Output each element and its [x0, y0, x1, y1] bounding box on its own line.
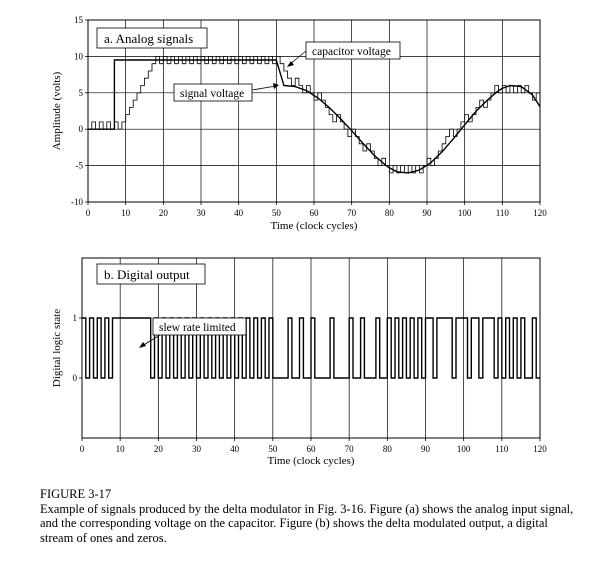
x-tick-label: 60 — [309, 208, 319, 218]
figure-title: FIGURE 3-17 — [40, 487, 112, 501]
digital-output-line — [82, 318, 540, 378]
x-tick-label: 10 — [115, 444, 125, 454]
panel-a-y-axis-label: Amplitude (volts) — [51, 71, 63, 151]
x-tick-label: 80 — [382, 444, 392, 454]
capacitor-voltage-label: capacitor voltage — [312, 46, 391, 58]
x-tick-label: 60 — [306, 444, 316, 454]
panel-b-label — [97, 264, 205, 284]
x-tick-label: 100 — [457, 208, 472, 218]
x-tick-label: 80 — [384, 208, 394, 218]
x-tick-label: 110 — [495, 208, 509, 218]
x-tick-label: 20 — [158, 208, 168, 218]
y-tick-label: -10 — [71, 197, 83, 207]
x-tick-label: 20 — [153, 444, 163, 454]
x-tick-label: 40 — [234, 208, 244, 218]
panel-b-label-text: b. Digital output — [104, 267, 190, 282]
x-tick-label: 120 — [533, 444, 547, 454]
x-tick-label: 0 — [79, 444, 85, 454]
x-tick-label: 0 — [85, 208, 91, 218]
panel-b-y-axis-label: Digital logic state — [51, 308, 63, 388]
panel-a-x-axis-label: Time (clock cycles) — [270, 220, 358, 232]
y-tick-label: 15 — [74, 15, 83, 25]
x-tick-label: 40 — [230, 444, 240, 454]
y-tick-label: 0 — [72, 373, 77, 383]
slew-rate-arrowhead — [139, 342, 146, 348]
x-tick-label: 70 — [344, 444, 354, 454]
panel-a-label — [97, 28, 207, 48]
x-tick-label: 50 — [268, 444, 278, 454]
x-tick-label: 10 — [121, 208, 131, 218]
x-tick-label: 100 — [456, 444, 471, 454]
y-tick-label: 5 — [78, 87, 83, 98]
x-tick-label: 30 — [196, 208, 206, 218]
x-tick-label: 70 — [347, 208, 357, 218]
x-tick-label: 120 — [533, 208, 547, 218]
y-tick-label: 1 — [72, 313, 77, 323]
panel-b-x-axis-label: Time (clock cycles) — [267, 455, 355, 467]
capacitor-voltage-annotation — [287, 42, 400, 67]
signal-voltage-annotation — [174, 83, 279, 101]
x-tick-label: 90 — [421, 444, 430, 454]
figure-caption: Example of signals produced by the delta modulator in Fig. 3-16. Figure (a) shows the analog input signal, and the corresponding voltage on the capacitor. Figure (b) shows the delta modulated output, a digital stream of ones and zeros. — [40, 501, 574, 545]
slew-rate-label: slew rate limited — [159, 322, 236, 334]
y-tick-label: 0 — [78, 124, 83, 135]
x-tick-label: 90 — [422, 208, 432, 218]
y-tick-label: -5 — [75, 160, 83, 171]
figure-caption-block — [40, 487, 580, 545]
panel-a-label-text: a. Analog signals — [104, 31, 194, 46]
panel-b-chart — [51, 258, 547, 467]
signal-voltage-arrow — [252, 86, 276, 90]
x-tick-label: 50 — [271, 208, 281, 218]
y-tick-label: 10 — [74, 51, 83, 62]
x-tick-label: 110 — [495, 444, 509, 454]
panel-b-ticks — [73, 313, 548, 454]
signal-voltage-label: signal voltage — [180, 88, 245, 100]
panel-a-chart — [51, 15, 547, 232]
x-tick-label: 30 — [192, 444, 201, 454]
